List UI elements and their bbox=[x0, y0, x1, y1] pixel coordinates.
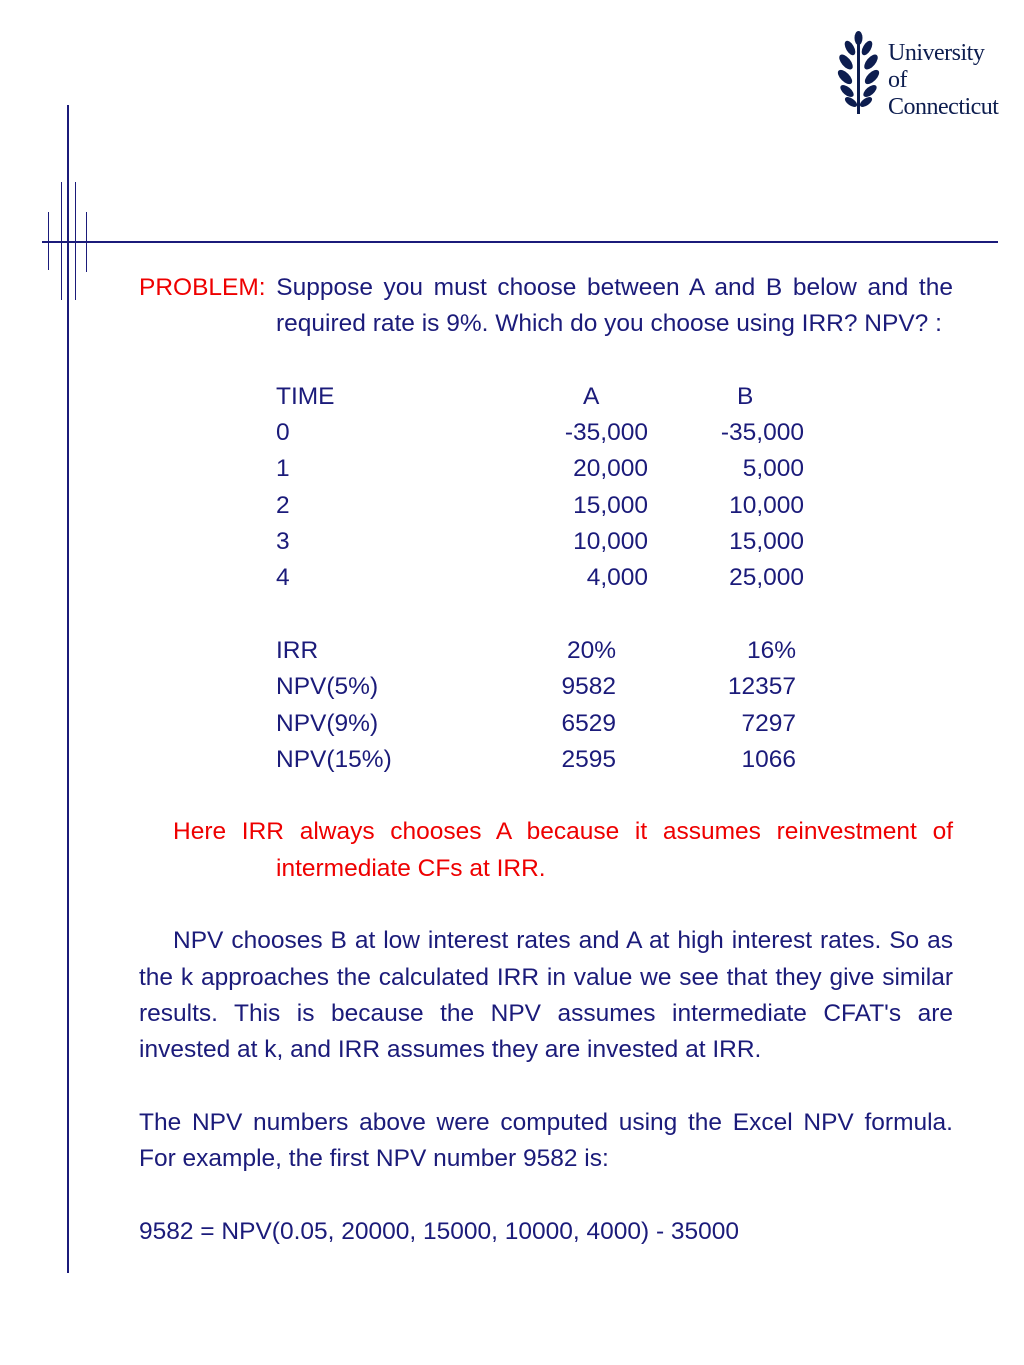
row-label: 2 bbox=[276, 491, 290, 519]
logo-wordmark bbox=[888, 40, 998, 121]
university-logo bbox=[836, 30, 999, 120]
grid-accent-line bbox=[86, 212, 87, 272]
value-b: 12357 bbox=[727, 673, 796, 701]
value-b: 1066 bbox=[741, 745, 796, 773]
horizontal-rule bbox=[42, 241, 998, 243]
npv-formula: 9582 = NPV(0.05, 20000, 15000, 10000, 4000) - 35000 bbox=[139, 1217, 740, 1245]
cashflow-row bbox=[276, 415, 953, 451]
header-b: B bbox=[737, 382, 754, 410]
value-a: -35,000 bbox=[564, 419, 648, 447]
value-a: 20% bbox=[566, 636, 616, 664]
grid-accent-line bbox=[75, 182, 76, 300]
value-a: 10,000 bbox=[573, 528, 648, 556]
left-vertical-rule bbox=[67, 105, 69, 1273]
slide-content bbox=[139, 270, 953, 1250]
cashflow-row bbox=[276, 560, 953, 596]
metric-row bbox=[276, 742, 953, 778]
row-label: IRR bbox=[276, 636, 319, 664]
value-a: 15,000 bbox=[573, 491, 648, 519]
metric-row bbox=[276, 706, 953, 742]
value-b: 16% bbox=[746, 636, 796, 664]
cashflow-row bbox=[276, 488, 953, 524]
problem-text: Suppose you must choose between A and B below and the required rate is 9%. Which do you choose using IRR? NPV? : bbox=[276, 274, 953, 338]
cashflow-row bbox=[276, 524, 953, 560]
metric-row bbox=[276, 633, 953, 669]
problem-statement bbox=[139, 270, 953, 343]
oak-leaf-icon bbox=[836, 30, 882, 118]
logo-line-2: Connecticut bbox=[888, 94, 999, 120]
value-b: -35,000 bbox=[720, 419, 804, 447]
excel-note: The NPV numbers above were computed using the Excel NPV formula. For example, the first NPV number 9582 is: bbox=[139, 1108, 953, 1173]
value-b: 15,000 bbox=[729, 528, 804, 556]
value-a: 2595 bbox=[561, 745, 616, 773]
header-time: TIME bbox=[276, 382, 335, 410]
irr-note: Here IRR always chooses A because it assumes reinvestment of intermediate CFs at IRR. bbox=[173, 818, 953, 882]
row-label: NPV(9%) bbox=[276, 709, 379, 737]
grid-accent-line bbox=[48, 212, 49, 270]
grid-accent-line bbox=[61, 182, 62, 300]
metric-row bbox=[276, 669, 953, 705]
row-label: NPV(5%) bbox=[276, 673, 379, 701]
npv-note: NPV chooses B at low interest rates and A at high interest rates. So as the k approaches the calculated IRR in value we see that they give similar results. This is because the NPV assumes intermediate CFAT's are invested at k, and IRR assumes they are invested at IRR. bbox=[139, 927, 953, 1064]
row-label: NPV(15%) bbox=[276, 745, 392, 773]
value-a: 20,000 bbox=[573, 455, 648, 483]
row-label: 3 bbox=[276, 528, 290, 556]
cashflow-row bbox=[276, 451, 953, 487]
cashflow-table bbox=[276, 379, 953, 778]
value-a: 6529 bbox=[561, 709, 616, 737]
header-a: A bbox=[583, 382, 600, 410]
value-a: 4,000 bbox=[586, 564, 648, 592]
value-a: 9582 bbox=[561, 673, 616, 701]
row-label: 4 bbox=[276, 564, 290, 592]
problem-label: PROBLEM: bbox=[139, 274, 266, 301]
row-label: 1 bbox=[276, 455, 290, 483]
logo-line-1: University of bbox=[888, 40, 985, 93]
row-label: 0 bbox=[276, 419, 290, 447]
table-header-row bbox=[276, 379, 953, 415]
value-b: 10,000 bbox=[729, 491, 804, 519]
value-b: 25,000 bbox=[729, 564, 804, 592]
value-b: 7297 bbox=[741, 709, 796, 737]
value-b: 5,000 bbox=[742, 455, 804, 483]
